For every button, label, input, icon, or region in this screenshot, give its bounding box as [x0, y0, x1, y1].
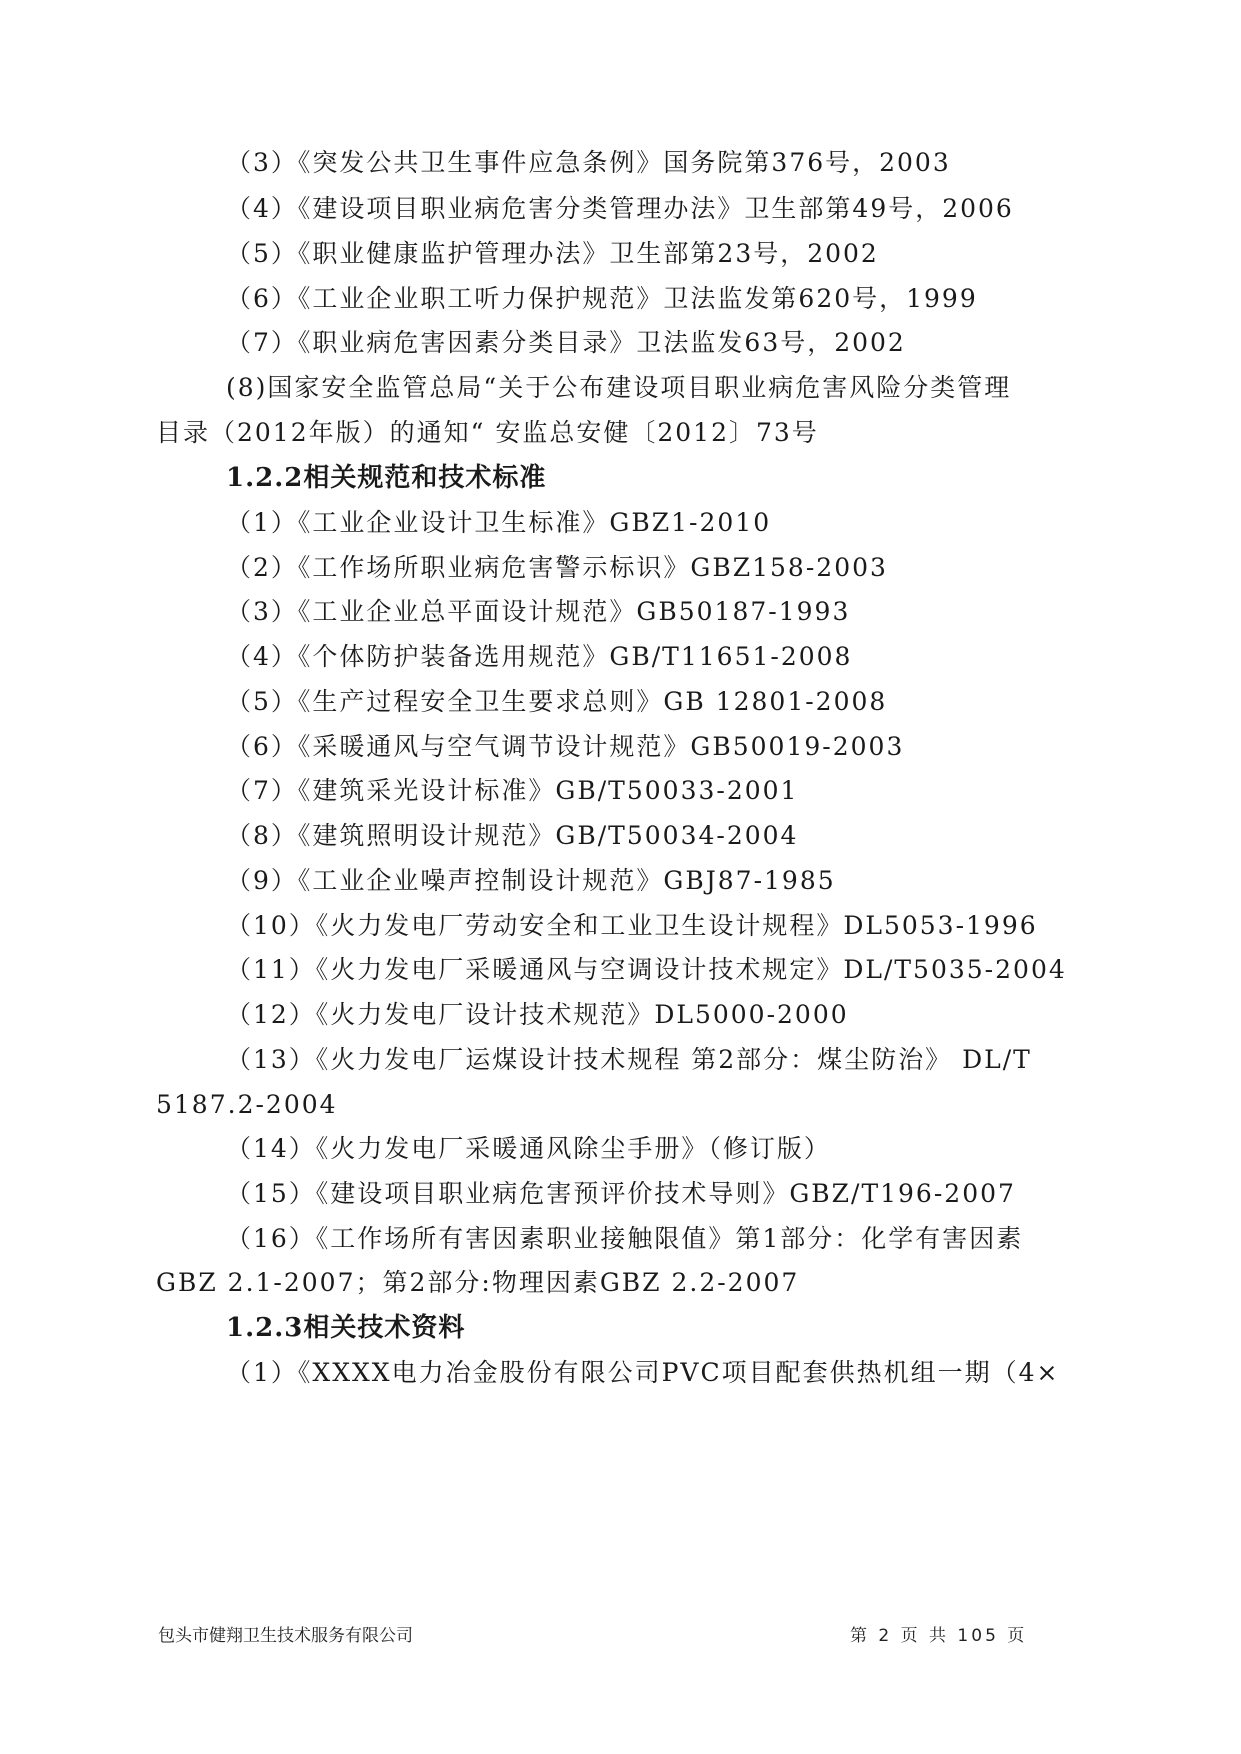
standard-item-3: （3）《工业企业总平面设计规范》GB50187-1993: [226, 597, 851, 626]
standard-item-7: （7）《建筑采光设计标准》GB/T50033-2001: [226, 776, 799, 805]
standard-item-1: （1）《工业企业设计卫生标准》GBZ1-2010: [226, 508, 772, 537]
standard-item-10: （10）《火力发电厂劳动安全和工业卫生设计规程》DL5053-1996: [226, 911, 1038, 940]
standard-item-14: （14）《火力发电厂采暖通风除尘手册》（修订版）: [226, 1134, 831, 1163]
standard-item-5: （5）《生产过程安全卫生要求总则》GB 12801-2008: [226, 687, 888, 716]
standard-item-4: （4）《个体防护装备选用规范》GB/T11651-2008: [226, 642, 853, 671]
section-heading-1-2-2: 1.2.2相关规范和技术标准: [226, 463, 547, 493]
law-item-3: （3）《突发公共卫生事件应急条例》国务院第376号，2003: [226, 148, 951, 177]
standard-item-6: （6）《采暖通风与空气调节设计规范》GB50019-2003: [226, 732, 905, 761]
law-item-7: （7）《职业病危害因素分类目录》卫法监发63号，2002: [226, 328, 906, 357]
law-item-5: （5）《职业健康监护管理办法》卫生部第23号，2002: [226, 239, 879, 268]
standard-item-11: （11）《火力发电厂采暖通风与空调设计技术规定》DL/T5035-2004: [226, 955, 1067, 984]
standard-item-15: （15）《建设项目职业病危害预评价技术导则》GBZ/T196-2007: [226, 1179, 1016, 1208]
footer-company: 包头市健翔卫生技术服务有限公司: [158, 1626, 413, 1646]
standard-item-16: （16）《工作场所有害因素职业接触限值》第1部分：化学有害因素: [226, 1224, 1024, 1253]
law-item-6: （6）《工业企业职工听力保护规范》卫法监发第620号，1999: [226, 284, 978, 313]
standard-item-13-continued: 5187.2-2004: [156, 1090, 338, 1119]
standard-item-12: （12）《火力发电厂设计技术规范》DL5000-2000: [226, 1000, 849, 1029]
standard-item-2: （2）《工作场所职业病危害警示标识》GBZ158-2003: [226, 553, 888, 582]
standard-item-8: （8）《建筑照明设计规范》GB/T50034-2004: [226, 821, 799, 850]
technical-material-item-1: （1）《XXXX电力冶金股份有限公司PVC项目配套供热机组一期（4×: [226, 1358, 1060, 1387]
standard-item-9: （9）《工业企业噪声控制设计规范》GBJ87-1985: [226, 866, 836, 895]
law-item-8-continued: 目录（2012年版）的通知“ 安监总安健〔2012〕73号: [156, 418, 819, 447]
law-item-8: (8)国家安全监管总局“关于公布建设项目职业病危害风险分类管理: [226, 373, 1012, 402]
standard-item-16-continued: GBZ 2.1-2007；第2部分:物理因素GBZ 2.2-2007: [156, 1268, 800, 1297]
law-item-4: （4）《建设项目职业病危害分类管理办法》卫生部第49号，2006: [226, 194, 1014, 223]
standard-item-13: （13）《火力发电厂运煤设计技术规程 第2部分：煤尘防治》 DL/T: [226, 1045, 1032, 1074]
footer-page-number: 第 2 页 共 105 页: [850, 1626, 1028, 1646]
section-heading-1-2-3: 1.2.3相关技术资料: [226, 1313, 466, 1343]
